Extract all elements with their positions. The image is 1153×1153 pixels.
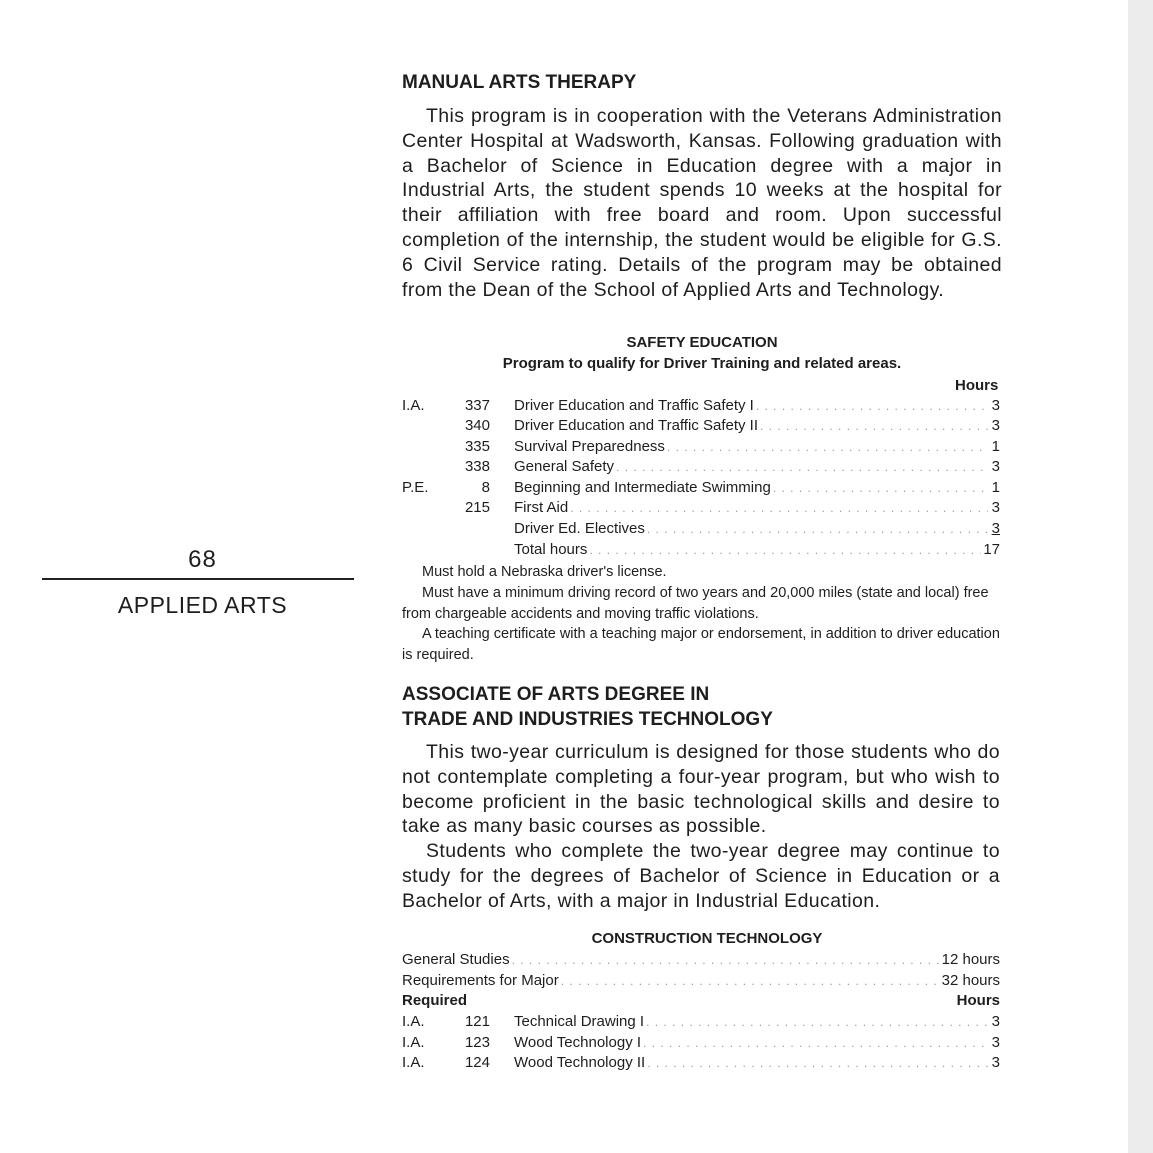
course-title: First Aid [514,499,569,516]
table-row [402,416,1000,436]
course-dept: I.A. [402,397,425,414]
course-dept: I.A. [402,1054,425,1071]
dot-leader [756,396,988,416]
course-title: General Safety [514,458,615,475]
course-number: 337 [464,397,490,414]
table-row [402,457,1000,477]
course-hours: 3 [991,417,1000,434]
course-hours: 3 [991,1013,1000,1030]
course-number: 335 [464,438,490,455]
dot-leader [646,1012,988,1032]
total-label: Total hours [514,541,588,558]
course-number: 124 [464,1054,490,1071]
dot-leader [561,971,940,991]
manual-arts-heading: MANUAL ARTS THERAPY [402,72,637,93]
course-number: 123 [464,1034,490,1051]
course-number: 338 [464,458,490,475]
required-label: Required [402,992,468,1009]
safety-subtitle: Program to qualify for Driver Training and related areas. [502,355,902,372]
course-hours: 1 [991,438,1000,455]
table-row [402,478,1000,498]
course-hours: 3 [991,499,1000,516]
total-row [402,540,1000,560]
dot-leader [643,1033,988,1053]
section-label: APPLIED ARTS [117,592,288,618]
dot-leader [589,540,981,560]
dot-leader [647,1053,988,1073]
course-hours: 1 [991,479,1000,496]
course-title: Wood Technology II [514,1054,646,1071]
course-hours: 3 [991,1054,1000,1071]
manual-arts-section [402,70,1002,302]
major-requirements-row [402,971,1000,991]
table-row [402,1033,1000,1053]
associate-heading-line1: ASSOCIATE OF ARTS DEGREE IN [402,684,710,705]
course-title: Driver Education and Traffic Safety I [514,397,754,414]
table-row [402,1053,1000,1073]
course-number: 8 [481,479,490,496]
course-number: 215 [464,499,490,516]
major-requirements-label: Requirements for Major [402,972,559,989]
course-number: 121 [464,1013,490,1030]
manual-arts-body: This program is in cooperation with the Veterans Administration Center Hospital at Wadsworth, Kansas. Following graduation with a Bachelor of Science in Education degree with a major in Industrial Arts, the student spends 10 weeks at the hospital for their affiliation with free board and room. Upon successful completion of the internship, the student would be eligible for G.S. 6 Civil Service rating. Details of the program may be obtained from the Dean of the School of Applied Arts and Technology. [402,105,1002,301]
general-studies-label: General Studies [402,951,510,968]
construction-hours-header: Hours [956,992,1000,1009]
dot-leader [570,498,988,518]
required-header-row [402,991,1000,1011]
associate-para1: This two-year curriculum is designed for those students who do not contemplate completing a four-year program, but who wish to become proficient in the basic technological skills and desire to take as many basic courses as possible. [402,741,1000,838]
general-studies-hours: 12 hours [941,951,1000,968]
course-dept: I.A. [402,1034,425,1051]
dot-leader [616,457,988,477]
safety-note: Must hold a Nebraska driver's license. [422,564,667,580]
safety-title: SAFETY EDUCATION [626,334,778,351]
table-row [402,498,1000,518]
page-edge-shadow [1128,0,1153,1153]
course-hours: 3 [991,397,1000,414]
course-dept: P.E. [402,479,429,496]
sidebar-divider [42,578,354,580]
dot-leader [512,950,940,970]
general-studies-row [402,950,1000,970]
dot-leader [773,478,988,498]
table-row [402,437,1000,457]
course-title: Technical Drawing I [514,1013,645,1030]
associate-heading-line2: TRADE AND INDUSTRIES TECHNOLOGY [402,709,773,730]
associate-para2: Students who complete the two-year degree may continue to study for the degrees of Bachelor of Science in Education or a Bachelor of Arts, with a major in Industrial Education. [402,840,1000,912]
course-number: 340 [464,417,490,434]
table-row [402,396,1000,416]
table-row [402,519,1000,539]
course-title: Driver Ed. Electives [514,520,645,537]
course-hours: 3 [991,520,1000,537]
safety-note: A teaching certificate with a teaching major or endorsement, in addition to driver education is required. [402,626,1000,663]
course-hours: 3 [991,458,1000,475]
dot-leader [647,519,988,539]
course-title: Driver Education and Traffic Safety II [514,417,759,434]
course-title: Survival Preparedness [514,438,665,455]
course-title: Wood Technology I [514,1034,642,1051]
major-requirements-hours: 32 hours [941,972,1000,989]
total-hours: 17 [983,541,1000,558]
dot-leader [760,416,988,436]
construction-title: CONSTRUCTION TECHNOLOGY [591,930,823,947]
dot-leader [667,437,988,457]
safety-note: Must have a minimum driving record of two years and 20,000 miles (state and local) free from chargeable accidents and moving traffic violations. [402,585,989,622]
course-dept: I.A. [402,1013,425,1030]
course-title: Beginning and Intermediate Swimming [514,479,771,496]
page-number: 68 [188,546,217,573]
safety-hours-header: Hours [955,377,999,394]
table-row [402,1012,1000,1032]
course-hours: 3 [991,1034,1000,1051]
associate-section [402,682,1002,914]
